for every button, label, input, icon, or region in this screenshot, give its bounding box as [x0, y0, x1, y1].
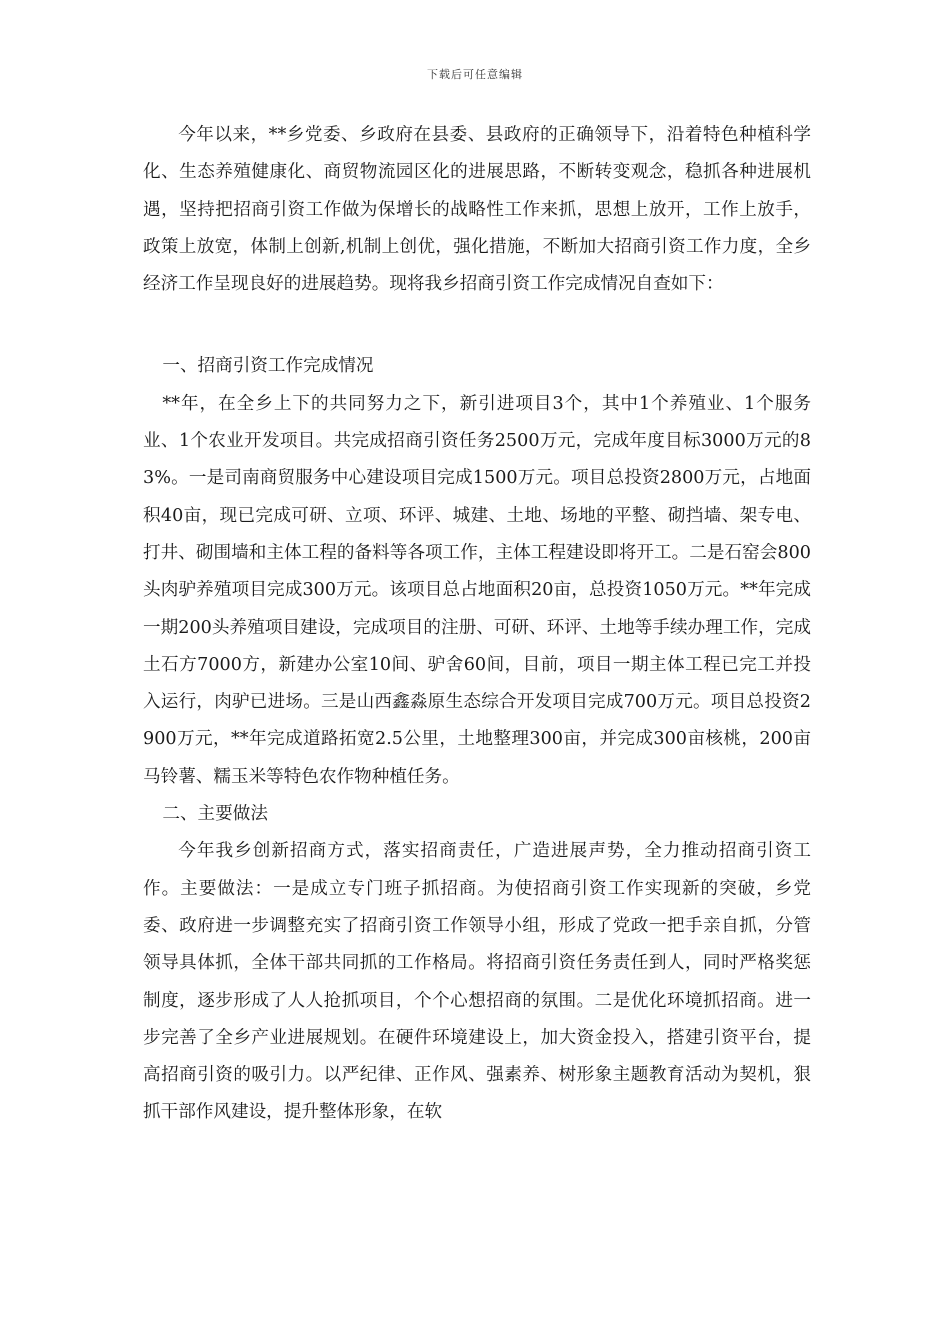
page-header: 下载后可任意编辑	[427, 68, 523, 81]
section-1-paragraph: **年，在全乡上下的共同努力之下，新引进项目3个，其中1个养殖业、1个服务业、1个农业开发项目。共完成招商引资任务2500万元，完成年度目标3000万元的83%。一是司南商贸服务中心建设项目完成1500万元。项目总投资2800万元，占地面积40亩，现已完成可研、立项、环评、城建、土地、场地的平整、砌挡墙、架专电、打井、砌围墙和主体工程的备料等各项工作，主体工程建设即将开工。二是石窑会800头肉驴养殖项目完成300万元。该项目总占地面积20亩，总投资1050万元。**年完成一期200头养殖项目建设，完成项目的注册、可研、环评、土地等手续办理工作，完成土石方7000方，新建办公室10间、驴舍60间，目前，项目一期主体工程已完工并投入运行，肉驴已进场。三是山西鑫淼原生态综合开发项目完成700万元。项目总投资2900万元，**年完成道路拓宽2.5公里，土地整理300亩，并完成300亩核桃，200亩马铃薯、糯玉米等特色农作物种植任务。	[143, 393, 811, 787]
section-2-paragraph: 今年我乡创新招商方式，落实招商责任，广造进展声势，全力推动招商引资工作。主要做法：一是成立专门班子抓招商。为使招商引资工作实现新的突破，乡党委、政府进一步调整充实了招商引资工作领导小组，形成了党政一把手亲自抓，分管领导具体抓，全体干部共同抓的工作格局。将招商引资任务责任到人，同时严格奖惩制度，逐步形成了人人抢抓项目，个个心想招商的氛围。二是优化环境抓招商。进一步完善了全乡产业进展规划。在硬件环境建设上，加大资金投入，搭建引资平台，提高招商引资的吸引力。以严纪律、正作风、强素养、树形象主题教育活动为契机，狠抓干部作风建设，提升整体形象，在软	[143, 841, 811, 1123]
document-body	[143, 117, 811, 1132]
intro-paragraph: 今年以来，**乡党委、乡政府在县委、县政府的正确领导下，沿着特色种植科学化、生态养殖健康化、商贸物流园区化的进展思路，不断转变观念，稳抓各种进展机遇，坚持把招商引资工作做为保增长的战略性工作来抓，思想上放开，工作上放手，政策上放宽，体制上创新,机制上创优，强化措施，不断加大招商引资工作力度，全乡经济工作呈现良好的进展趋势。现将我乡招商引资工作完成情况自查如下：	[143, 125, 811, 295]
section-1-heading: 一、招商引资工作完成情况	[162, 356, 374, 377]
paragraph-gap	[143, 303, 811, 348]
section-2-heading: 二、主要做法	[162, 804, 268, 825]
